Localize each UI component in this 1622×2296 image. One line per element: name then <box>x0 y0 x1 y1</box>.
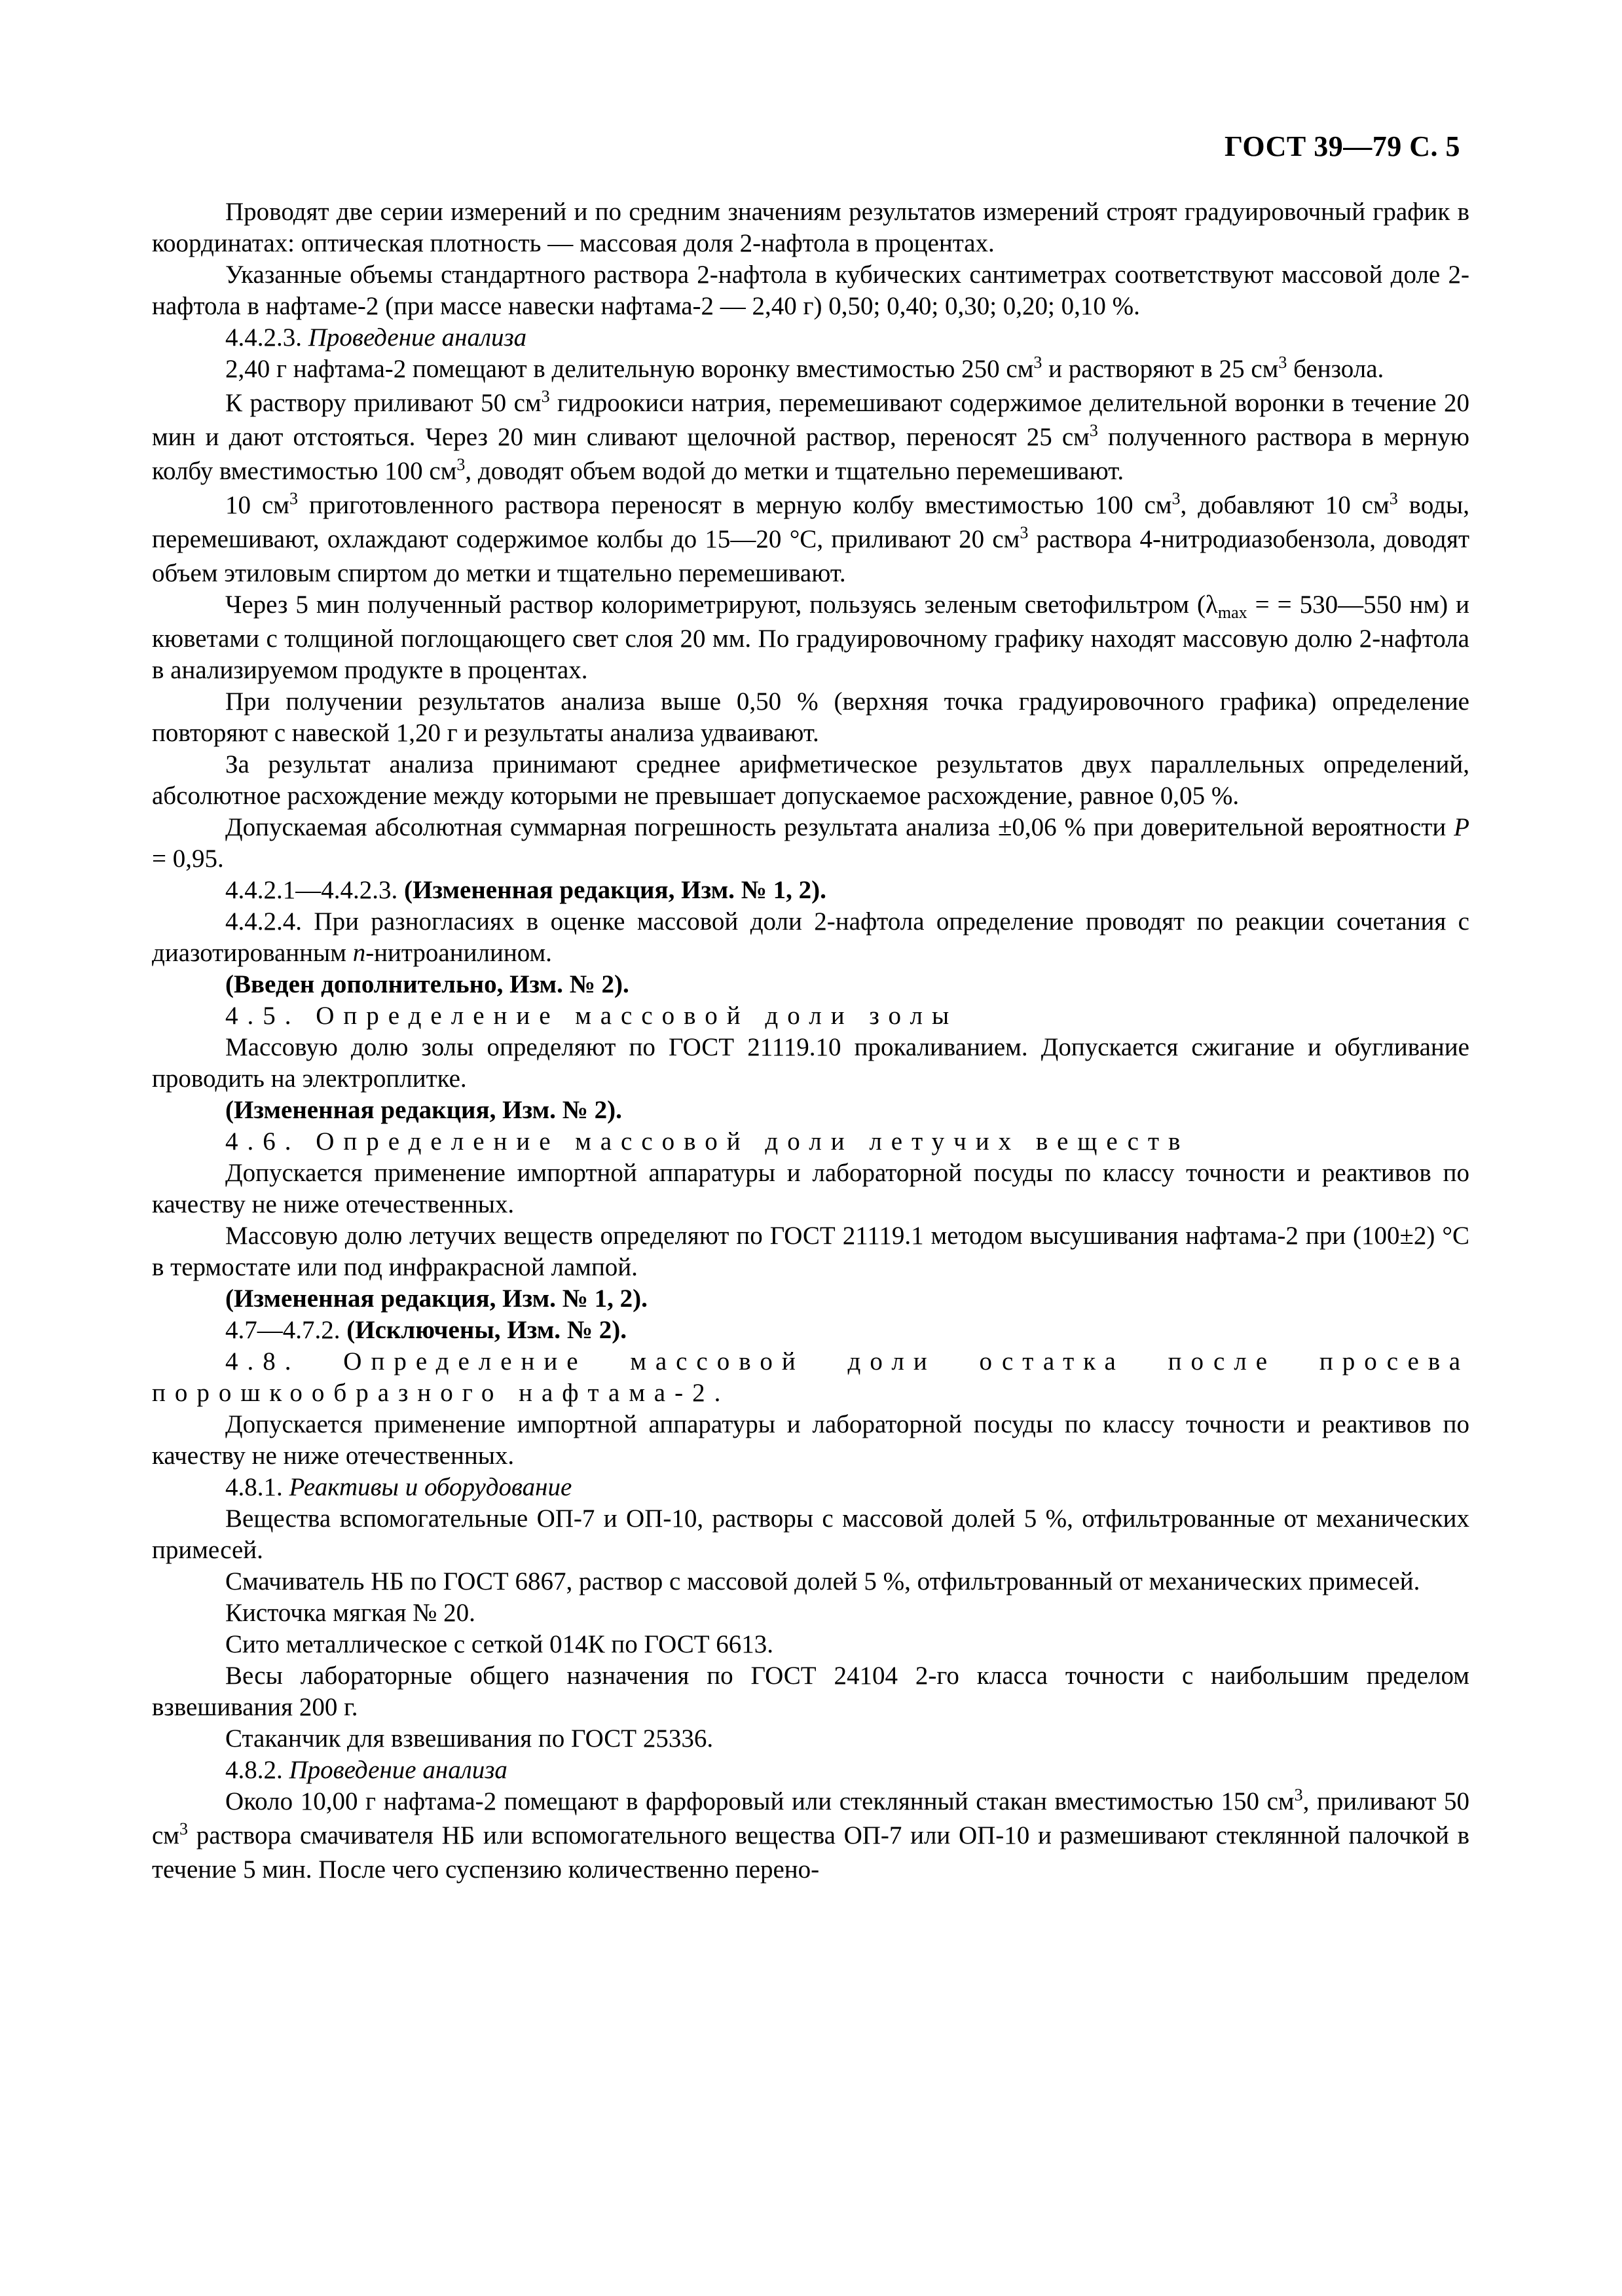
text: 2,40 г нафтама-2 помещают в делительную воронку вместимостью 250 см <box>225 355 1034 383</box>
section-number: 4.8.2. <box>225 1756 283 1784</box>
subsection-heading-4-8-1 <box>152 1472 1469 1503</box>
paragraph-ash-method: Массовую долю золы определяют по ГОСТ 21119.10 прокаливанием. Допускается сжигание и обугливание проводить на электроплитке. <box>152 1033 1469 1093</box>
text: полученного раствора в мерную колбу вместимостью 100 см <box>152 423 1469 485</box>
text: гидроокиси натрия, перемешивают содержимое делительной воронки в течение 20 мин и дают отстояться. Через 20 мин сливают щелочной раствор, переносят 25 см <box>152 389 1469 451</box>
text: раствора 4-нитродиазобензола, доводят объем этиловым спиртом до метки и тщательно перемешивают. <box>152 525 1469 587</box>
subscript: max <box>1217 603 1247 622</box>
superscript: 3 <box>1171 489 1181 508</box>
paragraph-sample-dissolution <box>152 354 1469 388</box>
text: воды, перемешивают, охлаждают содержимое колбы до 15—20 °С, приливают 20 см <box>152 491 1470 553</box>
paragraph-dilution <box>152 490 1469 589</box>
paragraph-4-4-2-4 <box>152 906 1469 969</box>
text: 4.4.2.4. При разногласиях в оценке массовой доли 2-нафтола определение проводят по реакции сочетания с диазотированным <box>152 907 1469 967</box>
paragraph-calibration-series: Проводят две серии измерений и по средним значениям результатов измерений строят градуировочный график в координатах: оптическая плотность — массовая доля 2-нафтола в процентах. <box>152 198 1469 257</box>
text: Допускаемая абсолютная суммарная погрешность результата анализа ±0,06 % при доверительной вероятности <box>225 813 1454 841</box>
amendment-note: (Измененная редакция, Изм. № 2). <box>225 1096 622 1124</box>
paragraph-sodium-hydroxide <box>152 388 1469 490</box>
paragraph-wetting-agent: Смачиватель НБ по ГОСТ 6867, раствор с массовой долей 5 %, отфильтрованный от механических примесей. <box>225 1567 1420 1595</box>
subsection-heading-4-8-2 <box>152 1755 1469 1786</box>
section-number: 4.4.2.3. <box>225 323 302 352</box>
superscript: 3 <box>289 489 298 508</box>
text: Около 10,00 г нафтама-2 помещают в фарфоровый или стеклянный стакан вместимостью 150 см <box>225 1787 1295 1815</box>
superscript: 3 <box>456 455 466 474</box>
section-number: 4.7—4.7.2. <box>225 1316 347 1344</box>
section-heading-4-5: 4.5. Определение массовой доли золы <box>225 1002 959 1030</box>
paragraph-error-tolerance <box>152 812 1469 875</box>
text: Через 5 мин полученный раствор колориметрируют, пользуясь зеленым светофильтром (λ <box>225 591 1218 619</box>
superscript: 3 <box>1020 523 1029 542</box>
variable-p: Р <box>1454 813 1469 841</box>
paragraph-sieve: Сито металлическое с сеткой 014К по ГОСТ 6613. <box>225 1630 774 1658</box>
amendment-note: (Введен дополнительно, Изм. № 2). <box>225 970 629 998</box>
document-body <box>152 196 1469 1886</box>
text: = 0,95. <box>152 845 224 873</box>
section-heading-4-8: 4.8. Определение массовой доли остатка после просева порошкообразного нафтама-2. <box>152 1347 1469 1407</box>
paragraph-imported-equipment-2: Допускается применение импортной аппаратуры и лабораторной посуды по классу точности и реактивов по качеству не ниже отечественных. <box>152 1410 1469 1470</box>
subsection-heading-4-4-2-3 <box>152 322 1469 354</box>
superscript: 3 <box>1089 421 1098 440</box>
amendment-text: (Исключены, Изм. № 2). <box>346 1316 627 1344</box>
paragraph-standard-volumes: Указанные объемы стандартного раствора 2-нафтола в кубических сантиметрах соответствуют массовой доле 2-нафтола в нафтаме-2 (при массе навески нафтама-2 — 2,40 г) 0,50; 0,40; 0,30; 0,20; 0,10 %. <box>152 261 1469 320</box>
superscript: 3 <box>1278 353 1287 372</box>
paragraph-weighing-cup: Стаканчик для взвешивания по ГОСТ 25336. <box>225 1724 714 1753</box>
text: и растворяют в 25 см <box>1042 355 1279 383</box>
superscript: 3 <box>179 1819 188 1838</box>
section-title: Реактивы и оборудование <box>289 1473 572 1501</box>
text: 10 см <box>225 491 289 519</box>
paragraph-brush: Кисточка мягкая № 20. <box>225 1599 475 1627</box>
paragraph-sieving-procedure <box>152 1786 1469 1886</box>
text: бензола. <box>1287 355 1384 383</box>
amendment-note-4-7 <box>152 1315 1469 1346</box>
text: К раствору приливают 50 см <box>225 389 542 417</box>
text: = = 530—550 нм) и кюветами с толщиной поглощающего свет слоя 20 мм. По градуировочному графику находят массовую долю 2-нафтола в анализируемом продукте в процентах. <box>152 591 1469 684</box>
paragraph-scales: Весы лабораторные общего назначения по ГОСТ 24104 2-го класса точности с наибольшим пределом взвешивания 200 г. <box>152 1662 1469 1721</box>
superscript: 3 <box>1033 353 1042 372</box>
paragraph-result-definition: За результат анализа принимают среднее арифметическое результатов двух параллельных определений, абсолютное расхождение между которыми не превышает допускаемое расхождение, равное 0,05 %. <box>152 750 1469 810</box>
page-header: ГОСТ 39—79 С. 5 <box>1224 130 1460 162</box>
amendment-text: (Измененная редакция, Изм. № 1, 2). <box>404 876 826 904</box>
section-title: Проведение анализа <box>289 1756 507 1784</box>
paragraph-volatiles-method: Массовую долю летучих веществ определяют по ГОСТ 21119.1 методом высушивания нафтама-2 при (100±2) °С в термостате или под инфракрасной лампой. <box>152 1222 1469 1281</box>
text: раствора смачивателя НБ или вспомогательного вещества ОП-7 или ОП-10 и размешивают стеклянной палочкой в течение 5 мин. После чего суспензию количественно перено- <box>152 1821 1469 1884</box>
superscript: 3 <box>1389 489 1398 508</box>
paragraph-imported-equipment: Допускается применение импортной аппаратуры и лабораторной посуды по классу точности и реактивов по качеству не ниже отечественных. <box>152 1159 1469 1218</box>
superscript: 3 <box>541 387 550 406</box>
amendment-note-4-4-2-1 <box>152 875 1469 906</box>
section-title: Проведение анализа <box>308 323 527 352</box>
text: , приливают 50 см <box>152 1787 1469 1850</box>
section-heading-4-6: 4.6. Определение массовой доли летучих веществ <box>225 1127 1190 1156</box>
text: -нитроанилином. <box>365 939 552 967</box>
italic-n: n <box>352 939 366 967</box>
amendment-note: (Измененная редакция, Изм. № 1, 2). <box>225 1285 648 1313</box>
paragraph-colorimetry <box>152 589 1469 686</box>
section-number: 4.8.1. <box>225 1473 283 1501</box>
text: , добавляют 10 см <box>1180 491 1390 519</box>
paragraph-repeat-determination: При получении результатов анализа выше 0,50 % (верхняя точка градуировочного графика) определение повторяют с навеской 1,20 г и результаты анализа удваивают. <box>152 687 1469 747</box>
text: приготовленного раствора переносят в мерную колбу вместимостью 100 см <box>298 491 1172 519</box>
section-number: 4.4.2.1—4.4.2.3. <box>225 876 404 904</box>
text: , доводят объем водой до метки и тщательно перемешивают. <box>465 457 1124 485</box>
paragraph-auxiliary-substances: Вещества вспомогательные ОП-7 и ОП-10, растворы с массовой долей 5 %, отфильтрованные от механических примесей. <box>152 1504 1469 1564</box>
superscript: 3 <box>1294 1785 1303 1804</box>
